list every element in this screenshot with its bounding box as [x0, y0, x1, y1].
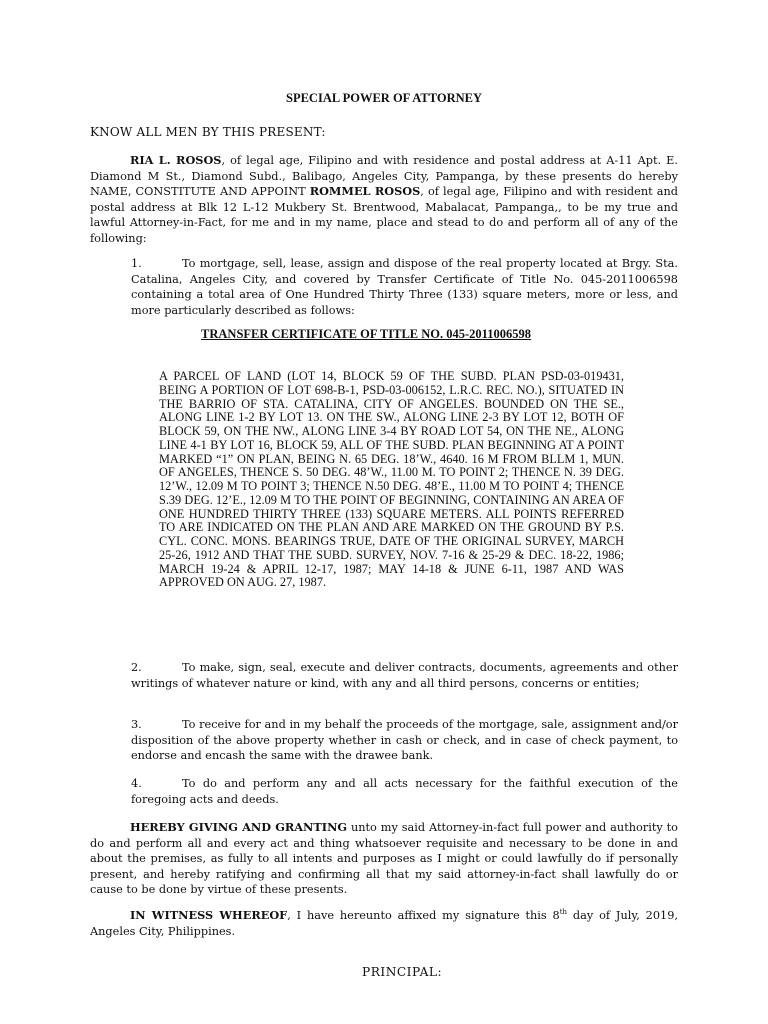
principal-name: RIA L. ROSOS [130, 153, 222, 167]
intro-paragraph [90, 153, 678, 246]
list-item-1 [131, 256, 678, 318]
witness-paragraph [90, 908, 678, 939]
tct-heading: TRANSFER CERTIFICATE OF TITLE NO. 045-2011006598 [201, 327, 531, 341]
item-text: To receive for and in my behalf the proceeds of the mortgage, sale, assignment and/or disposition of the above property whether in cash or check, and in case of check payment, to endorse and encash the same with the drawee bank. [131, 718, 678, 762]
item-text: To make, sign, seal, execute and deliver contracts, documents, agreements and other writings of whatever nature or kind, with any and all third persons, concerns or entities; [131, 661, 678, 690]
document-title: SPECIAL POWER OF ATTORNEY [286, 91, 482, 105]
intro-text-1: , of legal age, Filipino and with residence and postal address at A-11 Apt. E. Diamond M St., Diamond Subd., Balibago, Angeles City, Pampanga, by these presents do hereby NAME, CONSTITUTE AND APPOINT [90, 154, 678, 198]
list-item-2 [131, 660, 678, 691]
witness-lead: IN WITNESS WHEREOF [130, 908, 288, 922]
granting-lead: HEREBY GIVING AND GRANTING [130, 820, 348, 834]
salutation: KNOW ALL MEN BY THIS PRESENT: [90, 125, 326, 139]
item-number: 1. [131, 257, 142, 270]
item-number: 2. [131, 661, 142, 674]
witness-text-1: , I have hereunto affixed my signature this 8 [287, 909, 560, 922]
intro-text-2: , of legal age, Filipino and with resident and postal address at Blk 12 L-12 Mukbery St. Brentwood, Mabalacat, Pampanga,, to be my true and lawful Attorney-in-Fact, for me and in my name, place and stead to do and perform all of any of the following: [90, 185, 678, 245]
item-number: 3. [131, 718, 142, 731]
item-text: To do and perform any and all acts necessary for the faithful execution of the foregoing acts and deeds. [131, 777, 678, 806]
item-number: 4. [131, 777, 142, 790]
attorney-name: ROMMEL ROSOS [309, 184, 421, 198]
granting-paragraph [90, 820, 678, 898]
granting-text: unto my said Attorney-in-fact full power and authority to do and perform all and every act and thing whatsoever requisite and necessary to be done in and about the premises, as fully to all intents and purposes as I might or could lawfully do if personally present, and hereby ratifying and confirming all that my said attorney-in-fact shall lawfully do or cause to be done by virtue of these presents. [90, 821, 678, 896]
parcel-description: A PARCEL OF LAND (LOT 14, BLOCK 59 OF THE SUBD. PLAN PSD-03-019431, BEING A PORTION OF LOT 698-B-1, PSD-03-006152, L.R.C. REC. NO.), SITUATED IN THE BARRIO OF STA. CATALINA, CITY OF ANGELES. BOUNDED ON THE SE., ALONG LINE 1-2 BY LOT 13. ON THE SW., ALONG LINE 2-3 BY LOT 12, BOTH OF BLOCK 59, ON THE NW., ALONG LINE 3-4 BY ROAD LOT 54, ON THE NE., ALONG LINE 4-1 BY LOT 16, BLOCK 59, ALL OF THE SUBD. PLAN BEGINNING AT A POINT MARKED “1” ON PLAN, BEING N. 65 DEG. 18’W., 4640. 16 M FROM BLLM 1, MUN. OF ANGELES, THENCE S. 50 DEG. 48’W., 11.00 M. TO POINT 2; THENCE N. 39 DEG. 12’W., 12.09 M TO POINT 3; THENCE N.50 DEG. 48’E., 11.00 M TO POINT 4; THENCE S.39 DEG. 12’E., 12.09 M TO THE POINT OF BEGINNING, CONTAINING AN AREA OF ONE HUNDRED THIRTY THREE (133) SQUARE METERS. ALL POINTS REFERRED TO ARE INDICATED ON THE PLAN AND ARE MARKED ON THE GROUND BY P.S. CYL. CONC. MONS. BEARINGS TRUE, DATE OF THE ORIGINAL SURVEY, MARCH 25-26, 1912 AND THAT THE SUBD. SURVEY, NOV. 7-16 & 25-29 & DEC. 18-22, 1986; MARCH 19-24 & APRIL 12-17, 1987; MAY 14-18 & JUNE 6-11, 1987 AND WAS APPROVED ON AUG. 27, 1987. [159, 369, 624, 590]
list-item-3 [131, 717, 678, 764]
principal-label: PRINCIPAL: [362, 965, 443, 979]
list-item-4 [131, 776, 678, 807]
item-text: To mortgage, sell, lease, assign and dispose of the real property located at Brgy. Sta. Catalina, Angeles City, and covered by Transfer Certificate of Title No. 045-2011006598 containing a total area of One Hundred Thirty Three (133) square meters, more or less, and more particularly described as follows: [131, 257, 678, 317]
witness-text-2: day of July, 2019, Angeles City, Philippines. [90, 909, 678, 938]
day-suffix: th [559, 908, 568, 917]
